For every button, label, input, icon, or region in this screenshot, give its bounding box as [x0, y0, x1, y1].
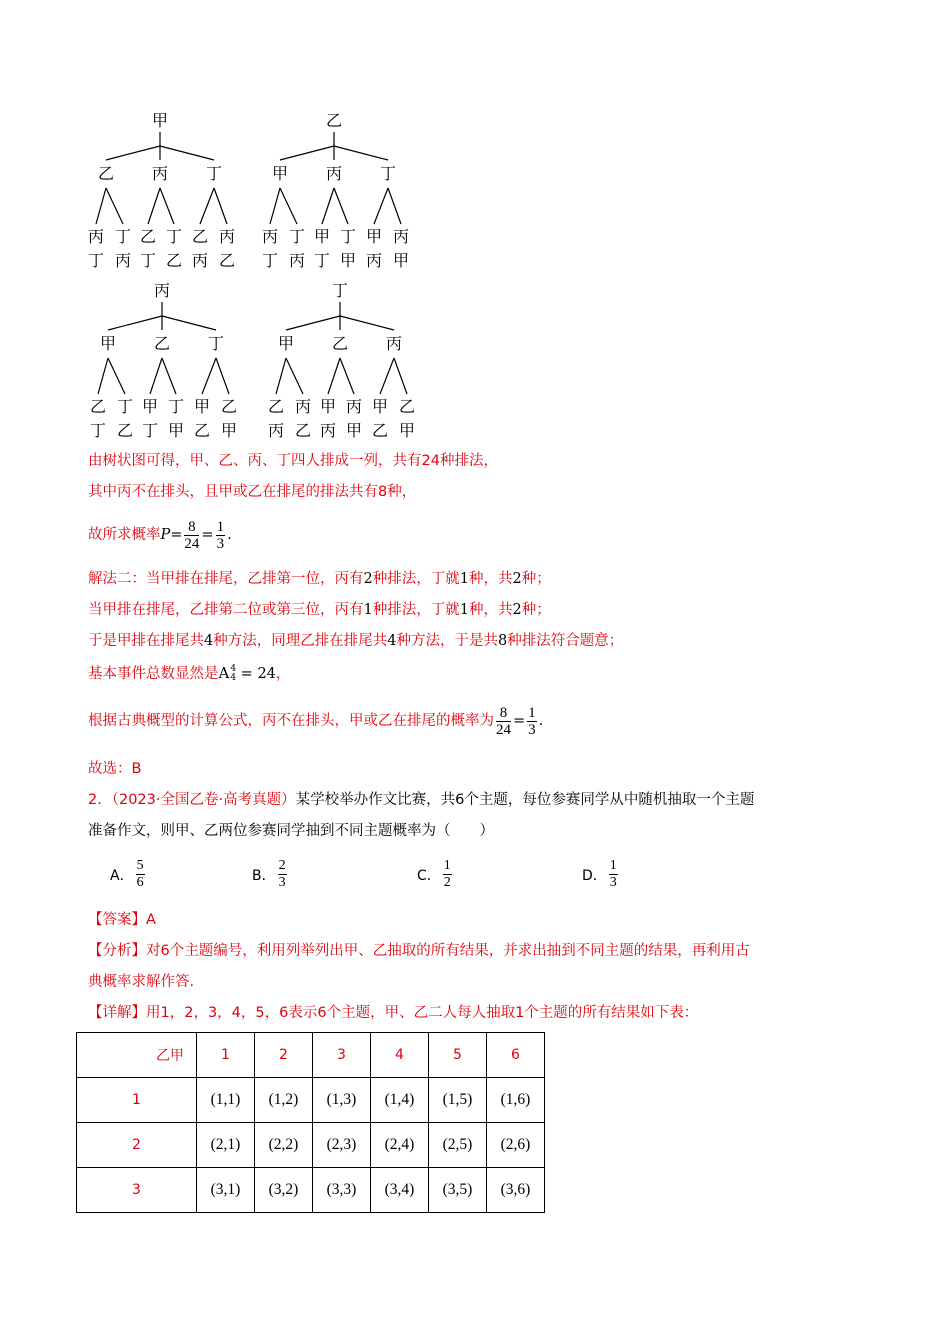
tree-leaf: 丁 — [313, 251, 331, 270]
tree-branch — [270, 188, 280, 224]
table-col-header: 6 — [487, 1033, 545, 1078]
method2-line-3 — [88, 631, 623, 651]
tree-leaf: 丙 — [365, 251, 383, 270]
equals-sign: = — [513, 713, 526, 729]
detail-tag: 【详解】 — [88, 1005, 146, 1021]
analysis-text: 对6个主题编号，利用列举列出甲、乙抽取的所有结果，并求出抽到不同主题的结果，再利用古 — [146, 943, 750, 959]
tree-leaf: 乙 — [116, 421, 134, 440]
fraction-numerator: 1 — [528, 704, 536, 721]
arrangement-symbol: A — [218, 664, 230, 682]
option-c[interactable] — [417, 858, 454, 891]
tree-leaf: 甲 — [371, 397, 389, 416]
table-cell: (3,3) — [313, 1168, 371, 1213]
tree-leaf: 乙 — [398, 397, 416, 416]
tree-leaf: 丁 — [167, 397, 185, 416]
table-cell: (2,1) — [197, 1123, 255, 1168]
tree-leaf: 甲 — [319, 397, 337, 416]
tree-branch — [98, 358, 108, 394]
tree-leaf: 丁 — [261, 251, 279, 270]
number: 1 — [363, 602, 373, 618]
tree-leaf: 甲 — [398, 421, 416, 440]
table-col-header: 2 — [255, 1033, 313, 1078]
tree-leaf: 丙 — [114, 251, 132, 270]
tree-leaf: 甲 — [167, 421, 185, 440]
tree-leaf: 丙 — [319, 421, 337, 440]
table-header-row — [77, 1033, 545, 1078]
tree-branch — [322, 188, 334, 224]
table-cell: (1,6) — [487, 1078, 545, 1123]
text: 种方法，于是共 — [396, 633, 498, 649]
tree-branch — [216, 358, 229, 394]
text: 种； — [521, 571, 551, 587]
question-line-2: 准备作文，则甲、乙两位参赛同学抽到不同主题概率为（ ） — [88, 823, 494, 839]
tree-leaf: 丁 — [165, 227, 183, 246]
table-cell: (2,5) — [429, 1123, 487, 1168]
analysis-tag: 【分析】 — [88, 943, 146, 959]
table-row — [77, 1123, 545, 1168]
method2-line-4 — [88, 663, 290, 684]
tree-leaf: 丙 — [392, 227, 410, 246]
number: 2 — [363, 571, 373, 587]
tree-branch — [340, 358, 354, 394]
tree-branch — [162, 316, 216, 330]
tree-leaf: 丙 — [87, 227, 105, 246]
table-col-header: 5 — [429, 1033, 487, 1078]
tree-branch — [340, 316, 394, 330]
option-fraction — [278, 858, 287, 891]
tree-leaf: 乙 — [89, 397, 107, 416]
number: 2 — [512, 571, 522, 587]
tree-branch — [106, 146, 160, 160]
tree-branch — [160, 146, 214, 160]
tree-leaf: 丁 — [288, 227, 306, 246]
tree-leaf: 乙 — [191, 227, 209, 246]
answer-tag: 【答案】 — [88, 912, 146, 928]
equation-value: = 24 — [236, 666, 276, 682]
tree-branch — [96, 188, 106, 224]
solution-line-3 — [88, 514, 232, 556]
tree-branch — [394, 358, 407, 394]
fraction-numerator: 1 — [443, 858, 451, 873]
table-row-header: 2 — [77, 1123, 197, 1168]
tree-root: 甲 — [151, 111, 169, 130]
tree-root: 丙 — [153, 281, 171, 300]
text: 于是甲排在排尾共 — [88, 633, 204, 649]
text: 种排法，丁就 — [372, 602, 460, 618]
tree-leaf: 丁 — [87, 251, 105, 270]
option-fraction — [609, 858, 618, 891]
number: 8 — [497, 633, 508, 649]
table-cell: (2,2) — [255, 1123, 313, 1168]
tree-branch — [334, 146, 388, 160]
fraction-denominator: 24 — [184, 535, 200, 552]
tree-child: 丙 — [385, 334, 403, 353]
tree-diagrams — [0, 0, 950, 450]
text: 当甲排在排尾，乙排第二位或第三位，丙有 — [88, 602, 364, 618]
option-label: A． — [110, 867, 134, 884]
number: 2 — [512, 602, 522, 618]
tree-leaf: 甲 — [141, 397, 159, 416]
fraction-8-24 — [184, 519, 199, 552]
tree-child: 乙 — [97, 164, 115, 183]
fraction-8-24 — [496, 705, 511, 738]
tree-leaf: 乙 — [371, 421, 389, 440]
solution-line-2: 其中丙不在排头，且甲或乙在排尾的排法共有8种， — [88, 484, 417, 500]
tree-leaf: 甲 — [345, 421, 363, 440]
option-fraction — [443, 858, 452, 891]
text: 根据古典概型的计算公式，丙不在排头，甲或乙在排尾的概率为 — [88, 713, 494, 729]
fraction-numerator: 1 — [609, 858, 617, 873]
period: . — [227, 527, 232, 543]
fraction-denominator: 6 — [136, 875, 144, 890]
tree-leaf: 甲 — [392, 251, 410, 270]
question-number: 2． — [88, 792, 112, 808]
tree-leaf: 乙 — [165, 251, 183, 270]
text: 种排法，丁就 — [372, 571, 460, 587]
detail-line — [88, 1003, 698, 1023]
table-cell: (1,1) — [197, 1078, 255, 1123]
detail-text: 用1，2，3，4，5，6表示6个主题，甲、乙二人每人抽取1个主题的所有结果如下表： — [146, 1005, 699, 1021]
tree-leaf: 甲 — [365, 227, 383, 246]
tree-leaf: 甲 — [339, 251, 357, 270]
fraction-denominator: 24 — [496, 721, 511, 738]
tree-child: 丙 — [151, 164, 169, 183]
tree-child: 丁 — [205, 164, 223, 183]
tree-child: 乙 — [331, 334, 349, 353]
text: 种方法，同理乙排在排尾共 — [213, 633, 388, 649]
tree-branch — [280, 146, 334, 160]
fraction-numerator: 8 — [184, 519, 199, 536]
tree-leaf: 甲 — [193, 397, 211, 416]
results-table — [76, 1032, 545, 1213]
tree-leaf: 丁 — [141, 421, 159, 440]
tree-branch — [202, 358, 216, 394]
tree-branch — [108, 358, 125, 394]
subscript: 4 — [230, 673, 237, 683]
table-cell: (1,3) — [313, 1078, 371, 1123]
number: 4 — [387, 633, 397, 649]
table-cell: (3,4) — [371, 1168, 429, 1213]
fraction-numerator: 1 — [216, 518, 225, 535]
text: 种； — [521, 602, 551, 618]
table-cell: (2,3) — [313, 1123, 371, 1168]
tree-leaf: 丙 — [191, 251, 209, 270]
tree-branch — [286, 358, 303, 394]
table-cell: (1,5) — [429, 1078, 487, 1123]
method2-line-1 — [88, 569, 551, 589]
tree-leaf: 丁 — [114, 227, 132, 246]
tree-branch — [380, 358, 394, 394]
table-row — [77, 1168, 545, 1213]
equals-sign: = — [201, 527, 214, 543]
tree-leaf: 丙 — [294, 397, 312, 416]
answer-line — [88, 910, 156, 930]
option-label: C． — [417, 867, 441, 884]
tree-leaf: 甲 — [220, 421, 238, 440]
tree-branch — [276, 358, 286, 394]
tree-leaf: 丙 — [267, 421, 285, 440]
question-line-1 — [88, 790, 754, 810]
table-col-header: 1 — [197, 1033, 255, 1078]
tree-leaf: 丁 — [139, 251, 157, 270]
text: ， — [275, 666, 291, 682]
fraction-denominator: 3 — [216, 535, 225, 552]
table-cell: (1,2) — [255, 1078, 313, 1123]
fraction-denominator: 3 — [528, 721, 536, 738]
tree-leaf: 丁 — [89, 421, 107, 440]
tree-child: 丙 — [325, 164, 343, 183]
option-fraction — [136, 858, 145, 891]
option-d[interactable] — [582, 858, 620, 891]
fraction-denominator: 3 — [609, 875, 617, 890]
text: 基本事件总数显然是 — [88, 666, 219, 682]
option-label: D． — [582, 867, 607, 884]
tree-leaf: 乙 — [218, 251, 236, 270]
analysis-line-2: 典概率求解作答. — [88, 974, 195, 990]
question-text: 某学校举办作文比赛，共6个主题，每位参赛同学从中随机抽取一个主题 — [295, 792, 755, 808]
table-row — [77, 1078, 545, 1123]
tree-branch — [214, 188, 227, 224]
analysis-line-1 — [88, 941, 750, 961]
number: 1 — [459, 571, 469, 587]
table-cell: (3,2) — [255, 1168, 313, 1213]
tree-branch — [286, 316, 340, 330]
tree-branch — [334, 188, 348, 224]
tree-leaf: 丙 — [288, 251, 306, 270]
text: 种排法符合题意； — [507, 633, 624, 649]
text: 种，共 — [468, 571, 513, 587]
fraction-1-3 — [527, 705, 537, 738]
tree-leaf: 乙 — [220, 397, 238, 416]
number: 1 — [459, 602, 469, 618]
fraction-numerator: 5 — [136, 858, 144, 873]
probability-label: 故所求概率 — [88, 527, 161, 543]
table-cell: (3,6) — [487, 1168, 545, 1213]
table-row-header: 3 — [77, 1168, 197, 1213]
tree-leaf: 乙 — [193, 421, 211, 440]
tree-root: 乙 — [325, 111, 343, 130]
fraction-denominator: 3 — [278, 875, 286, 890]
probability-var: P — [160, 527, 171, 543]
fraction-numerator: 8 — [496, 705, 511, 722]
tree-branch — [148, 188, 160, 224]
tree-branch — [388, 188, 401, 224]
fraction-1-3 — [216, 519, 226, 552]
answer-value: A — [146, 912, 156, 928]
tree-leaf: 乙 — [267, 397, 285, 416]
tree-leaf: 丙 — [345, 397, 363, 416]
tree-child: 甲 — [271, 164, 289, 183]
table-row-header: 1 — [77, 1078, 197, 1123]
method2-line-5 — [88, 700, 543, 742]
table-cell: (1,4) — [371, 1078, 429, 1123]
tree-root: 丁 — [331, 281, 349, 300]
table-col-header: 4 — [371, 1033, 429, 1078]
table-col-header: 3 — [313, 1033, 371, 1078]
tree-child: 丁 — [207, 334, 225, 353]
question-source: （2023·全国乙卷·高考真题） — [111, 792, 296, 808]
tree-leaf: 乙 — [139, 227, 157, 246]
tree-leaf: 乙 — [294, 421, 312, 440]
superscript: 4 — [230, 664, 237, 674]
method2-line-2 — [88, 600, 551, 620]
tree-leaf: 甲 — [313, 227, 331, 246]
number: 4 — [204, 633, 214, 649]
option-label: B． — [252, 867, 276, 884]
fraction-denominator: 2 — [443, 875, 451, 890]
table-corner: 乙甲 — [77, 1033, 197, 1078]
table-cell: (2,4) — [371, 1123, 429, 1168]
tree-child: 乙 — [153, 334, 171, 353]
tree-branch — [374, 188, 388, 224]
tree-leaf: 丙 — [218, 227, 236, 246]
tree-child: 甲 — [99, 334, 117, 353]
solution-line-1: 由树状图可得，甲、乙、丙、丁四人排成一列，共有24种排法， — [88, 453, 498, 469]
option-a[interactable] — [110, 858, 147, 891]
tree-branch — [328, 358, 340, 394]
tree-leaf: 丙 — [261, 227, 279, 246]
period: . — [538, 713, 544, 729]
tree-branch — [200, 188, 214, 224]
tree-branch — [160, 188, 174, 224]
tree-branch — [108, 316, 162, 330]
tree-child: 丁 — [379, 164, 397, 183]
tree-branch — [150, 358, 162, 394]
tree-child: 甲 — [277, 334, 295, 353]
tree-branch — [162, 358, 176, 394]
choice-line: 故选：B — [88, 761, 142, 777]
fraction-numerator: 2 — [278, 858, 286, 873]
text: 解法二：当甲排在排尾，乙排第一位，丙有 — [88, 571, 364, 587]
table-cell: (2,6) — [487, 1123, 545, 1168]
tree-leaf: 丁 — [116, 397, 134, 416]
text: 种，共 — [468, 602, 513, 618]
table-cell: (3,5) — [429, 1168, 487, 1213]
equals-sign: = — [170, 527, 183, 543]
tree-leaf: 丁 — [339, 227, 357, 246]
table-cell: (3,1) — [197, 1168, 255, 1213]
tree-branch — [106, 188, 123, 224]
tree-branch — [280, 188, 297, 224]
option-b[interactable] — [252, 858, 289, 891]
